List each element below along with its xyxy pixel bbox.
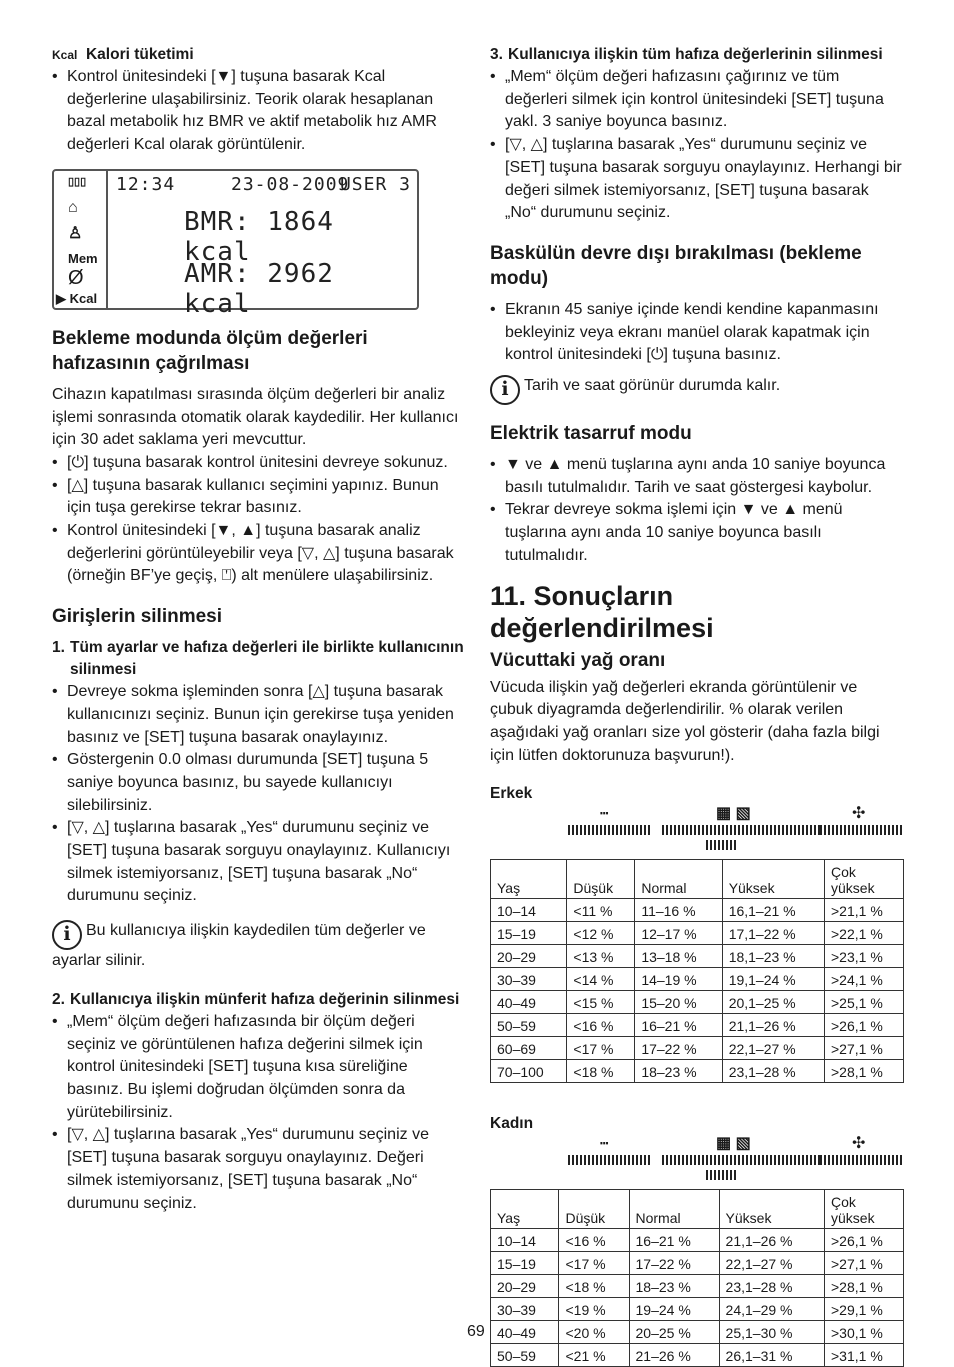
table-cell: 12–17 %: [635, 922, 722, 945]
sec1-bullet-3: • Kontrol ünitesindeki [▼, ▲] tuşuna basarak analiz değerlerini görüntüleyebilir veya [▽, △] tuşuna basarak (örneğin BF’ye geçiş, ⍞) alt menülere ulaşabilirsiniz.: [52, 520, 464, 588]
bar-high: [820, 1155, 902, 1165]
female-icons-row: [490, 1135, 904, 1189]
table-cell: 50–59: [491, 1344, 559, 1367]
table-cell: >23,1 %: [825, 945, 904, 968]
fat-title: Vücuttaki yağ oranı: [490, 649, 666, 671]
kcal-title: Kalori tüketimi: [85, 46, 194, 63]
table-header-cell: Çok yüksek: [825, 1190, 904, 1229]
table-cell: 17,1–22 %: [722, 922, 824, 945]
table-cell: <12 %: [567, 922, 635, 945]
table-cell: 18,1–23 %: [722, 945, 824, 968]
sec2-1-bullet-2: • Göstergenin 0.0 olması durumunda [SET] tuşuna 5 saniye boyunca basınız, bu sayede kullanıcıyı silebilirsiniz.: [52, 749, 464, 817]
table-cell: 21,1–26 %: [719, 1229, 824, 1252]
bar-normal: [662, 1155, 836, 1165]
table-cell: <11 %: [567, 899, 635, 922]
standby-info-text: Tarih ve saat görünür durumda kalır.: [524, 377, 781, 395]
table-cell: 15–20 %: [635, 991, 722, 1014]
battery-icon: ▯▯▯: [68, 175, 87, 188]
table-row: [491, 1037, 904, 1060]
table-cell: 13–18 %: [635, 945, 722, 968]
table-cell: <19 %: [559, 1298, 629, 1321]
table-row: [491, 968, 904, 991]
kcal-bullet: • Kontrol ünitesindeki [▼] tuşuna basarak Kcal değerlerine ulaşabilirsiniz. Teorik olarak hesaplanan bazal metabolik hız BMR ve aktif metabolik hız AMR değerleri Kcal olarak görüntülenir.: [52, 66, 464, 157]
table-cell: 50–59: [491, 1014, 567, 1037]
table-header-cell: Yaş: [491, 860, 567, 899]
sec2-1-bullet-1: • Devreye sokma işleminden sonra [△] tuşuna basarak kullanıcınızı seçiniz. Bunun için gerekirse tuşa yeniden basınız ve [SET] tuşuna basarak onaylayınız.: [52, 681, 464, 749]
body-icon: ♙: [68, 224, 83, 242]
scale-person-icon: ⌂: [68, 198, 78, 216]
sec2-item-3-text: Kullanıcıya ilişkin tüm hafıza değerlerinin silinmesi: [508, 46, 883, 63]
sec2-item-2-text: Kullanıcıya ilişkin münferit hafıza değerinin silinmesi: [70, 990, 460, 1008]
table-cell: >30,1 %: [825, 1321, 904, 1344]
table-cell: 19–24 %: [629, 1298, 719, 1321]
sec2-item-2: 2. Kullanıcıya ilişkin münferit hafıza değerinin silinmesi: [52, 990, 460, 1008]
table-cell: <18 %: [567, 1060, 635, 1083]
sec1-bullet-1: • [⏻] tuşuna basarak kontrol ünitesini devreye sokunuz.: [52, 452, 464, 475]
table-header-cell: Yaş: [491, 1190, 559, 1229]
table-header-cell: Düşük: [559, 1190, 629, 1229]
bar-normal-sub: [706, 1170, 738, 1180]
plus-icon: ✣: [852, 1135, 866, 1153]
male-icons-row: [490, 805, 904, 859]
info-icon: i: [490, 375, 520, 405]
table-row: [491, 991, 904, 1014]
table-cell: >22,1 %: [825, 922, 904, 945]
lcd-separator: [106, 171, 108, 308]
table-cell: 40–49: [491, 1321, 559, 1344]
table-cell: >27,1 %: [825, 1252, 904, 1275]
table-cell: 23,1–28 %: [719, 1275, 824, 1298]
table-cell: 30–39: [491, 1298, 559, 1321]
table-cell: <17 %: [567, 1037, 635, 1060]
table-cell: >31,1 %: [825, 1344, 904, 1367]
sec2-item-1: 1. Tüm ayarlar ve hafıza değerleri ile birlikte kullanıcının silinmesi: [52, 639, 464, 679]
table-header-cell: Yüksek: [722, 860, 824, 899]
kcal-heading: [52, 44, 464, 66]
sec2-2-bullet-1: • „Mem“ ölçüm değeri hafızasında bir ölçüm değeri seçiniz ve görüntülenen hafıza değerini silmek için kontrol ünitesindeki [SET] tuşuna kısa süreliğine basınız. Bu işlemi doğrudan ölçümden sonra da yürütebilirsiniz.: [52, 1011, 464, 1125]
table-cell: 25,1–30 %: [719, 1321, 824, 1344]
table-cell: >26,1 %: [825, 1014, 904, 1037]
table-header-cell: Düşük: [567, 860, 635, 899]
table-cell: >24,1 %: [825, 968, 904, 991]
sec2-1-bullet-3: • [▽, △] tuşlarına basarak „Yes“ durumunu seçiniz ve [SET] tuşuna basarak sorguyu onaylayınız. Kullanıcıyı silmek istemiyorsanız, [SET] tuşuna basarak „No“ durumunu seçiniz.: [52, 817, 464, 908]
table-row: [491, 1344, 904, 1367]
female-label: Kadın: [490, 1115, 534, 1133]
kcal-label: Kcal: [52, 48, 78, 62]
table-cell: <17 %: [559, 1252, 629, 1275]
sec2-3-bullet-2: • [▽, △] tuşlarına basarak „Yes“ durumunu seçiniz ve [SET] tuşuna basarak sorguyu onaylayınız. Herhangi bir değeri silmek istemiyorsanız, [SET] tuşuna basarak „No“ durumunu seçiniz.: [490, 134, 903, 225]
table-cell: >25,1 %: [825, 991, 904, 1014]
sec2-3-bullet-1: • „Mem“ ölçüm değeri hafızasını çağırınız ve tüm değerleri silmek için kontrol ünitesindeki [SET] tuşuna yakl. 3 saniye boyunca basınız.: [490, 66, 903, 134]
table-cell: 30–39: [491, 968, 567, 991]
table-cell: >29,1 %: [825, 1298, 904, 1321]
standby-bullet: • Ekranın 45 saniye içinde kendi kendine kapanmasını bekleyiniz veya ekranı manüel olarak kapatmak için kontrol ünitesindeki [⏻] tuşuna basınız.: [490, 299, 903, 367]
ok-icon: ▦ ▧: [716, 805, 751, 823]
table-cell: 26,1–31 %: [719, 1344, 824, 1367]
table-header-cell: Çok yüksek: [825, 860, 904, 899]
table-cell: 20–29: [491, 1275, 559, 1298]
page-number: 69: [467, 1323, 485, 1340]
standby-title: Baskülün devre dışı bırakılması (bekleme modu): [490, 242, 862, 289]
low-fat-icon: ┅: [600, 1135, 609, 1152]
table-cell: 15–19: [491, 1252, 559, 1275]
lcd-mem: Mem: [68, 250, 98, 266]
table-cell: <15 %: [567, 991, 635, 1014]
table-cell: 18–23 %: [629, 1275, 719, 1298]
lcd-date: 23-08-2009: [231, 173, 350, 195]
table-header-cell: Normal: [635, 860, 722, 899]
table-cell: 17–22 %: [635, 1037, 722, 1060]
bar-normal-sub: [706, 840, 738, 850]
table-cell: 16–21 %: [635, 1014, 722, 1037]
standby-info: [490, 375, 903, 405]
lcd-time: 12:34: [116, 173, 176, 195]
table-row: [491, 922, 904, 945]
table-cell: 60–69: [491, 1037, 567, 1060]
table-cell: 17–22 %: [629, 1252, 719, 1275]
sec2-item-1-text: Tüm ayarlar ve hafıza değerleri ile birlikte kullanıcının silinmesi: [70, 639, 464, 679]
table-cell: 11–16 %: [635, 899, 722, 922]
sec2-info: [52, 920, 464, 973]
lcd-user: USER 3: [339, 173, 411, 195]
table-cell: 24,1–29 %: [719, 1298, 824, 1321]
table-row: [491, 1060, 904, 1083]
sec2-info-text: Bu kullanıcıya ilişkin kaydedilen tüm değerler ve ayarlar silinir.: [52, 922, 426, 970]
table-row: [491, 1014, 904, 1037]
table-cell: >28,1 %: [825, 1275, 904, 1298]
left-column: [52, 44, 464, 1215]
table-row: [491, 1321, 904, 1344]
ok-icon: ▦ ▧: [716, 1135, 751, 1153]
fat-para: Vücuda ilişkin yağ değerleri ekranda görüntülenir ve çubuk diyagramda değerlendirilir. % olarak verilen aşağıdaki yağ oranları size yol gösterir (daha fazla bilgi için lütfen doktorunuza başvurun!).: [490, 678, 880, 764]
table-cell: 22,1–27 %: [719, 1252, 824, 1275]
table-cell: 20–29: [491, 945, 567, 968]
table-cell: >26,1 %: [825, 1229, 904, 1252]
table-cell: 20–25 %: [629, 1321, 719, 1344]
table-cell: 16,1–21 %: [722, 899, 824, 922]
lcd-amr: AMR: 2962 kcal: [184, 258, 334, 319]
table-cell: <18 %: [559, 1275, 629, 1298]
table-cell: <21 %: [559, 1344, 629, 1367]
table-cell: 40–49: [491, 991, 567, 1014]
table-cell: 16–21 %: [629, 1229, 719, 1252]
table-cell: 14–19 %: [635, 968, 722, 991]
lcd-topline: [116, 174, 411, 195]
low-fat-icon: ┅: [600, 805, 609, 822]
table-cell: 22,1–27 %: [722, 1037, 824, 1060]
table-cell: <13 %: [567, 945, 635, 968]
table-cell: 15–19: [491, 922, 567, 945]
eco-bullet-1: • ▼ ve ▲ menü tuşlarına aynı anda 10 saniye boyunca basılı tutulmalıdır. Tarih ve saat göstergesi kaybolur.: [490, 454, 903, 499]
table-header-cell: Yüksek: [719, 1190, 824, 1229]
table-cell: <14 %: [567, 968, 635, 991]
table-cell: <16 %: [559, 1229, 629, 1252]
table-cell: 70–100: [491, 1060, 567, 1083]
female-fat-table: [490, 1189, 904, 1367]
table-row: [491, 1252, 904, 1275]
table-cell: 23,1–28 %: [722, 1060, 824, 1083]
table-cell: >21,1 %: [825, 899, 904, 922]
table-cell: >28,1 %: [825, 1060, 904, 1083]
sec1-bullet-2: • [△] tuşuna basarak kullanıcı seçimini yapınız. Bunun için tuşa gerekirse tekrar basınız.: [52, 475, 464, 520]
eco-title: Elektrik tasarruf modu: [490, 423, 692, 445]
sec2-item-3: 3. Kullanıcıya ilişkin tüm hafıza değerlerinin silinmesi: [490, 46, 883, 63]
table-cell: 18–23 %: [635, 1060, 722, 1083]
lcd-bmr: BMR: 1864 kcal: [184, 206, 334, 267]
table-cell: 10–14: [491, 899, 567, 922]
lcd-kcal: ▶ Kcal: [56, 290, 98, 306]
table-cell: 20,1–25 %: [722, 991, 824, 1014]
sec2-title: Girişlerin silinmesi: [52, 606, 223, 628]
table-row: [491, 1229, 904, 1252]
table-cell: <16 %: [567, 1014, 635, 1037]
lcd-null-symbol: Ø: [68, 266, 84, 289]
lcd-display: [52, 169, 419, 319]
plus-icon: ✣: [852, 805, 866, 823]
table-cell: 21,1–26 %: [722, 1014, 824, 1037]
table-cell: 21–26 %: [629, 1344, 719, 1367]
table-cell: >27,1 %: [825, 1037, 904, 1060]
bar-low: [568, 825, 650, 835]
male-label: Erkek: [490, 785, 533, 803]
table-header-cell: Normal: [629, 1190, 719, 1229]
eco-bullet-2: • Tekrar devreye sokma işlemi için ▼ ve ▲ menü tuşlarına aynı anda 10 saniye boyunca basılı tutulmalıdır.: [490, 499, 903, 567]
sec1-title: Bekleme modunda ölçüm değerleri hafızasının çağrılması: [52, 327, 368, 374]
table-row: [491, 945, 904, 968]
table-cell: 19,1–24 %: [722, 968, 824, 991]
table-cell: <20 %: [559, 1321, 629, 1344]
bar-high: [820, 825, 902, 835]
sec1-para: Cihazın kapatılması sırasında ölçüm değerleri bir analiz işlemi sonrasında otomatik olarak kaydedilir. Her kullanıcı için 30 adet saklama yeri mevcuttur.: [52, 385, 459, 449]
info-icon: i: [52, 920, 82, 950]
right-column: [490, 44, 903, 1367]
bar-normal: [662, 825, 836, 835]
table-row: [491, 899, 904, 922]
bar-low: [568, 1155, 650, 1165]
male-fat-table: [490, 859, 904, 1083]
sec2-2-bullet-2: • [▽, △] tuşlarına basarak „Yes“ durumunu seçiniz ve [SET] tuşuna basarak sorguyu onaylayınız. Değeri silmek istemiyorsanız, [SET] tuşuna basarak „No“ durumunu seçiniz.: [52, 1124, 464, 1215]
table-cell: 10–14: [491, 1229, 559, 1252]
table-row: [491, 1298, 904, 1321]
chapter-title: 11. Sonuçların değerlendirilmesi: [490, 580, 714, 643]
table-row: [491, 1275, 904, 1298]
